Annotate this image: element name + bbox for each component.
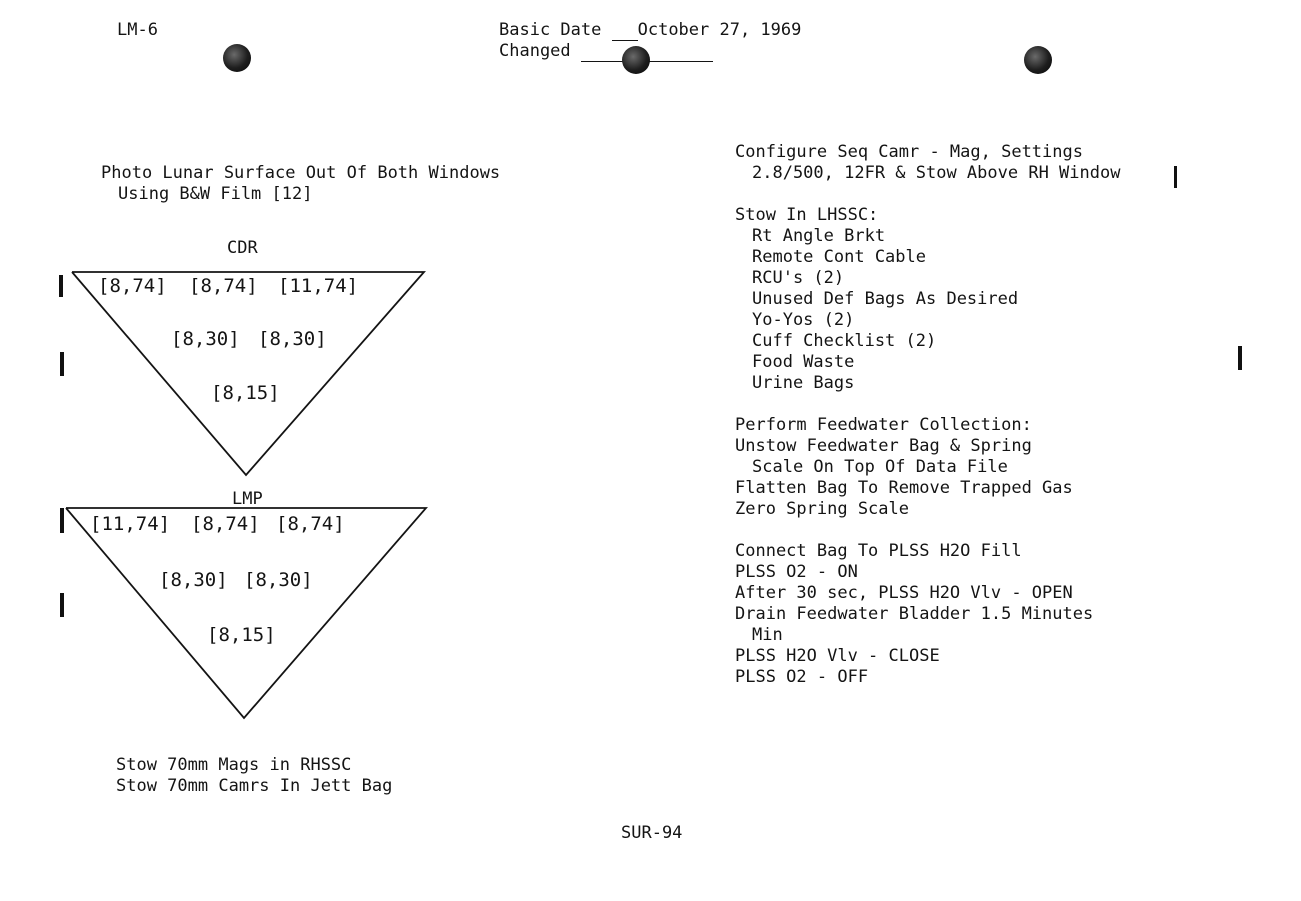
cdr-cell: [8,74] <box>98 275 167 297</box>
doc-id: LM-6 <box>117 20 158 40</box>
configure-line2: 2.8/500, 12FR & Stow Above RH Window <box>752 163 1121 183</box>
connect-line: PLSS H2O Vlv - CLOSE <box>735 646 940 666</box>
lmp-window-diagram <box>64 506 434 721</box>
right-column <box>735 142 1120 688</box>
change-bar <box>60 352 64 376</box>
stow-camrs-line: Stow 70mm Camrs In Jett Bag <box>116 776 393 796</box>
cdr-cell: [8,30] <box>258 328 327 350</box>
stow-lhssc-item: Food Waste <box>752 352 855 372</box>
feedwater-line: Scale On Top Of Data File <box>752 457 1008 477</box>
lmp-cell: [8,15] <box>207 624 276 646</box>
stow-lhssc-item: Cuff Checklist (2) <box>752 331 937 351</box>
lmp-cell: [8,30] <box>244 569 313 591</box>
lmp-cell: [8,74] <box>191 513 260 535</box>
connect-line: Drain Feedwater Bladder 1.5 Minutes <box>735 604 1094 624</box>
lmp-cell: [8,74] <box>276 513 345 535</box>
feedwater-line: Zero Spring Scale <box>735 499 909 519</box>
stow-lhssc-item: Remote Cont Cable <box>752 247 926 267</box>
connect-line: Min <box>752 625 783 645</box>
change-bar <box>59 275 63 297</box>
changed-label: Changed <box>499 41 571 61</box>
photo-instruction-line1: Photo Lunar Surface Out Of Both Windows <box>101 163 501 183</box>
cdr-cell: [11,74] <box>278 275 359 297</box>
cdr-cell: [8,74] <box>189 275 258 297</box>
feedwater-line: Unstow Feedwater Bag & Spring <box>735 436 1032 456</box>
lmp-label: LMP <box>232 489 263 509</box>
stow-lhssc-item: Unused Def Bags As Desired <box>752 289 1019 309</box>
cdr-window-diagram <box>70 270 430 480</box>
connect-line: PLSS O2 - OFF <box>735 667 869 687</box>
stow-lhssc-item: Urine Bags <box>752 373 855 393</box>
registration-dot-center <box>622 46 650 74</box>
cdr-cell: [8,15] <box>211 382 280 404</box>
stow-mags-line: Stow 70mm Mags in RHSSC <box>116 755 352 775</box>
stow-lhssc-item: Rt Angle Brkt <box>752 226 886 246</box>
registration-dot-right <box>1024 46 1052 74</box>
change-bar <box>1174 166 1177 188</box>
page-number: SUR-94 <box>621 823 683 843</box>
basic-date-row <box>499 20 801 41</box>
configure-line1: Configure Seq Camr - Mag, Settings <box>735 142 1083 162</box>
connect-line: After 30 sec, PLSS H2O Vlv - OPEN <box>735 583 1073 603</box>
feedwater-title: Perform Feedwater Collection: <box>735 415 1032 435</box>
stow-lhssc-item: Yo-Yos (2) <box>752 310 855 330</box>
stow-lhssc-title: Stow In LHSSC: <box>735 205 879 225</box>
date-underline <box>612 24 638 41</box>
change-bar <box>1238 346 1242 370</box>
photo-instruction-line2: Using B&W Film [12] <box>118 184 313 204</box>
stow-lhssc-item: RCU's (2) <box>752 268 845 288</box>
change-bar <box>60 593 64 617</box>
changed-row <box>499 41 713 62</box>
connect-line: Connect Bag To PLSS H2O Fill <box>735 541 1022 561</box>
connect-line: PLSS O2 - ON <box>735 562 858 582</box>
basic-date-label: Basic Date <box>499 20 602 40</box>
basic-date-value: October 27, 1969 <box>637 20 802 40</box>
feedwater-line: Flatten Bag To Remove Trapped Gas <box>735 478 1073 498</box>
cdr-label: CDR <box>227 238 258 258</box>
lmp-cell: [11,74] <box>90 513 171 535</box>
lmp-cell: [8,30] <box>159 569 228 591</box>
registration-dot-left <box>223 44 251 72</box>
cdr-cell: [8,30] <box>171 328 240 350</box>
